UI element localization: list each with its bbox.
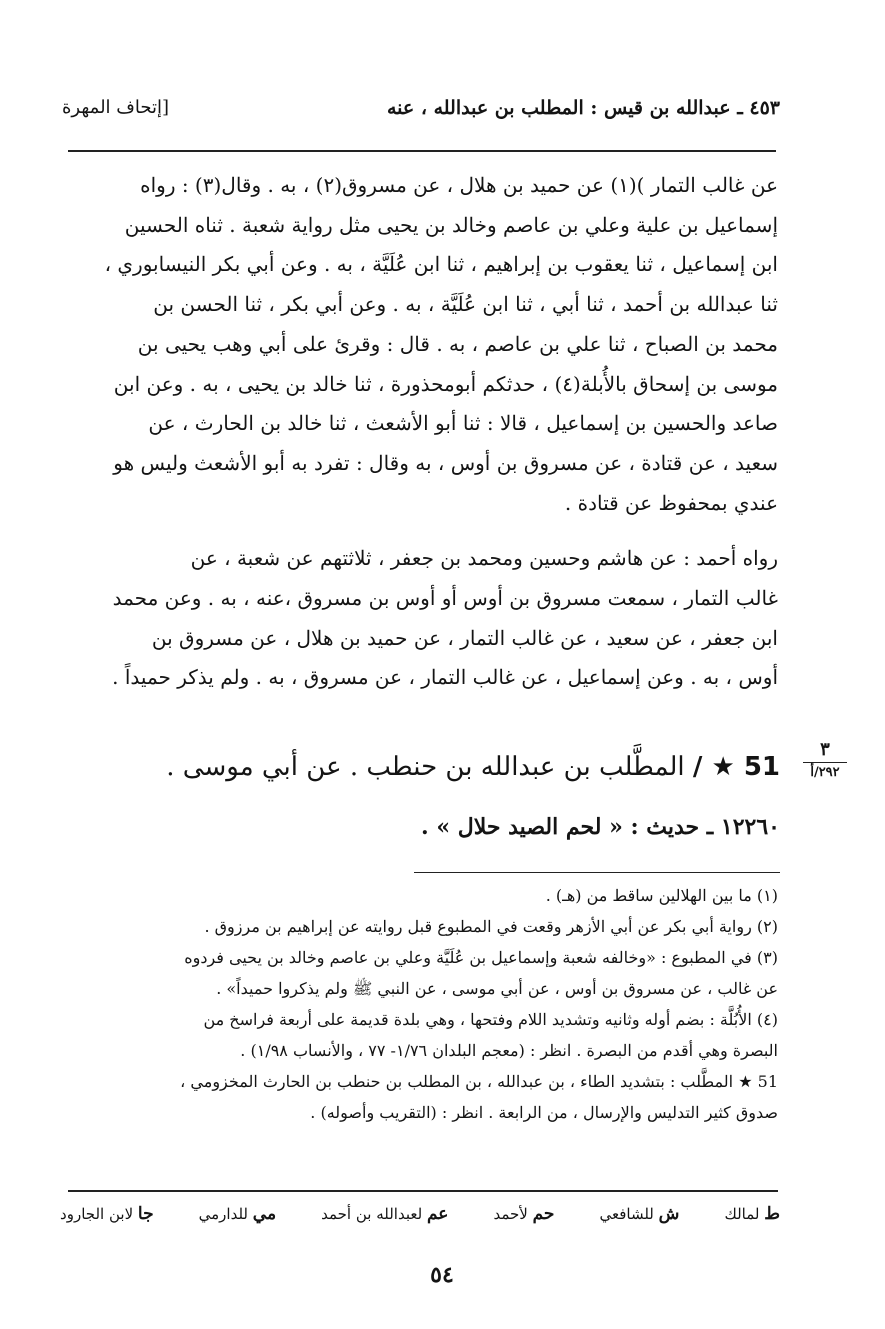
sigla-rule [68,1190,778,1192]
sigla-item [724,1204,780,1234]
margin-rule [803,762,847,763]
header-title: ٤٥٣ ـ عبدالله بن قيس : المطلب بن عبدالله ، عنه [386,97,780,119]
sigla-item [493,1204,554,1234]
body-line: محمد بن الصباح ، ثنا علي بن عاصم ، به . قال : وقرئ على أبي وهب يحيى بن [137,331,778,356]
sigla-name: لأحمد [493,1205,528,1223]
running-header [62,97,780,127]
body-line: أوس ، به . وعن إسماعيل ، عن غالب التمار ، عن مسروق ، به . ولم يذكر حميداً . [112,665,778,690]
sigla-abbr: جا [137,1204,154,1224]
sigla-item [599,1204,679,1234]
body-line: غالب التمار ، سمعت مسروق بن أوس أو أوس بن مسروق ،عنه ، به . وعن محمد [112,586,778,611]
page-number: ٥٤ [430,1262,454,1288]
header-rule [68,150,776,152]
footnotes [68,880,778,1128]
sigla-name: لابن الجارود [60,1205,134,1223]
body-line: ابن إسماعيل ، ثنا يعقوب بن إبراهيم ، ثنا ابن عُلَيَّة ، به . وعن أبي بكر النيسابوري ، [104,252,778,277]
footnote-line: عن غالب ، عن مسروق بن أوس ، عن أبي موسى ، عن النبي ﷺ ولم يذكروا حميداً» . [216,979,778,998]
header-book-title: [إتحاف المهرة [62,97,170,118]
entry-number: 51 ★ / [692,752,780,782]
footnote-line: صدوق كثير التدليس والإرسال ، من الرابعة . انظر : (التقريب وأصوله) . [310,1103,778,1122]
body-line: ثنا عبدالله بن أحمد ، ثنا أبي ، ثنا ابن عُلَيَّة ، به . وعن أبي بكر ، ثنا الحسن بن [153,292,778,317]
body-line: موسى بن إسحاق بالأُبلة(٤) ، حدثكم أبومحذورة ، ثنا خالد بن يحيى ، به . وعن ابن [113,371,778,396]
margin-number: ٣ [820,739,830,760]
sigla-name: للدارمي [198,1205,248,1223]
body-line: إسماعيل بن علية وعلي بن عاصم وخالد بن يحيى مثل رواية شعبة . ثناه الحسين [124,212,778,237]
hadith-heading: ١٢٢٦٠ ـ حديث : « لحم الصيد حلال » . [421,814,780,840]
body-line: سعيد ، عن قتادة ، عن مسروق بن أوس ، به وقال : تفرد به أبو الأشعث وليس هو [113,450,778,475]
body-line: صاعد والحسين بن إسماعيل ، قالا : ثنا أبو الأشعث ، ثنا خالد بن الحارث ، عن [148,411,778,436]
sigla-abbr: مي [252,1204,277,1224]
sigla-name: للشافعي [599,1205,654,1223]
sigla-abbr: عم [426,1204,449,1224]
margin-folio: ٢٩٢/أ [810,765,840,780]
footnote-line: (٢) رواية أبي بكر عن أبي الأزهر وقعت في المطبوع قبل روايته عن إبراهيم بن مرزوق . [204,917,778,936]
sigla-item [199,1204,276,1234]
footnote-line: (٣) في المطبوع : «وخالفه شعبة وإسماعيل بن عُلَيَّة وعلي بن عاصم وخالد بن يحيى فردوه [184,948,778,967]
body-line: عندي بمحفوظ عن قتادة . [564,490,778,515]
sigla-abbr: ش [658,1204,680,1224]
sigla-name: لعبدالله بن أحمد [321,1205,423,1223]
footnote-line: (١) ما بين الهلالين ساقط من (هـ) . [545,886,778,905]
body-line: رواه أحمد : عن هاشم وحسين ومحمد بن جعفر ، ثلاثتهم عن شعبة ، عن [190,546,778,571]
footnote-line: 51 ★ المطَّلب : بتشديد الطاء ، بن عبدالله ، بن المطلب بن حنطب بن الحارث المخزومي ، [180,1072,778,1091]
sigla-legend [60,1204,780,1234]
body-line: ابن جعفر ، عن سعيد ، عن غالب التمار ، عن حميد بن هلال ، عن مسروق بن [151,625,778,650]
footnote-rule [414,872,780,873]
entry-heading [166,752,780,782]
sigla-item [321,1204,448,1234]
sigla-item [60,1204,154,1234]
sigla-abbr: ط [764,1204,780,1224]
margin-reference [795,740,855,780]
footnote-line: (٤) الأُبُلَّة : بضم أوله وثانيه وتشديد اللام وفتحها ، وهي بلدة قديمة على أربعة فراسخ من [203,1010,778,1029]
sigla-name: لمالك [724,1205,760,1223]
body-line: عن غالب التمار )(١) عن حميد بن هلال ، عن مسروق(٢) ، به . وقال(٣) : رواه [140,173,778,197]
footnote-line: البصرة وهي أقدم من البصرة . انظر : (معجم البلدان ١/٧٦- ٧٧ ، والأنساب ١/٩٨) . [240,1041,778,1060]
sigla-abbr: حم [532,1204,555,1224]
entry-title: المطَّلب بن عبدالله بن حنطب . عن أبي موسى . [166,752,685,782]
main-text [66,166,778,698]
